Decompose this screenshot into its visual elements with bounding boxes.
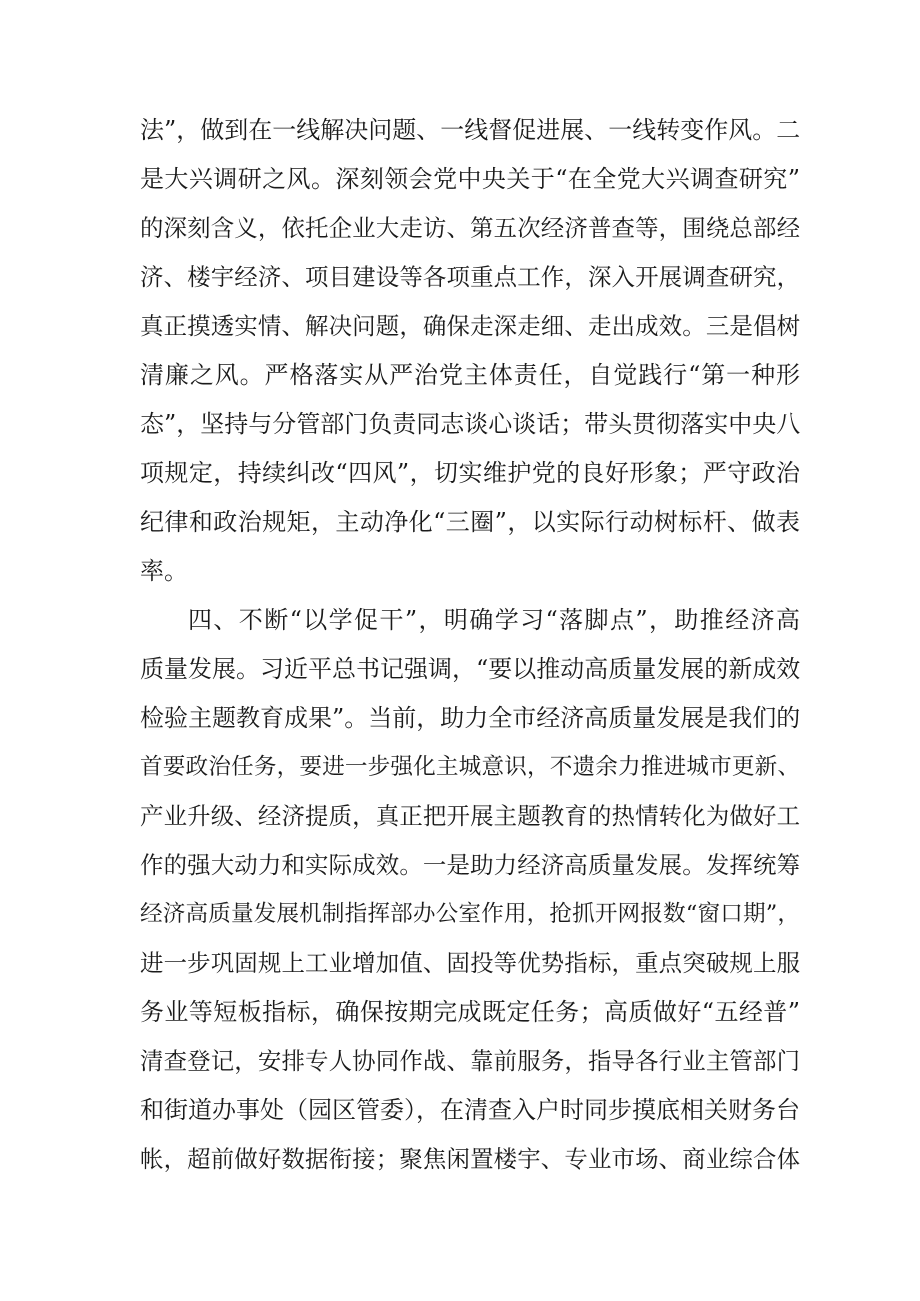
- text-line-12: 质量发展。习近平总书记强调，“要以推动高质量发展的新成效: [140, 655, 801, 683]
- text-line-19: 务业等短板指标，确保按期完成既定任务；高质做好“五经普”: [140, 998, 800, 1026]
- text-line-3: 的深刻含义，依托企业大走访、第五次经济普查等，围绕总部经: [140, 214, 800, 242]
- text-line-9: 纪律和政治规矩，主动净化“三圈”，以实际行动树标杆、做表: [140, 508, 800, 536]
- text-line-1: 法”，做到在一线解决问题、一线督促进展、一线转变作风。二: [140, 116, 801, 144]
- text-line-6: 清廉之风。严格落实从严治党主体责任，自觉践行“第一种形: [140, 361, 800, 389]
- text-line-7: 态”，坚持与分管部门负责同志谈心谈话；带头贯彻落实中央八: [140, 410, 801, 438]
- text-line-14: 首要政治任务，要进一步强化主城意识，不遗余力推进城市更新、: [140, 754, 800, 780]
- paragraph-heading-four: 四、不断“以学促干”，明确学习“落脚点”，助推经济高: [188, 606, 800, 634]
- text-line-2: 是大兴调研之风。深刻领会党中央关于“在全党大兴调查研究”: [140, 165, 800, 193]
- text-line-18: 进一步巩固规上工业增加值、固投等优势指标，重点突破规上服: [140, 949, 800, 977]
- text-line-10: 率。: [140, 557, 188, 585]
- text-line-4: 济、楼宇经济、项目建设等各项重点工作，深入开展调查研究，: [140, 263, 800, 291]
- text-line-13: 检验主题教育成果”。当前，助力全市经济高质量发展是我们的: [140, 704, 801, 732]
- text-line-8: 项规定，持续纠改“四风”，切实维护党的良好形象；严守政治: [140, 459, 800, 487]
- text-line-17: 经济高质量发展机制指挥部办公室作用，抢抓开网报数“窗口期”，: [140, 901, 800, 927]
- text-line-15: 产业升级、经济提质，真正把开展主题教育的热情转化为做好工: [140, 802, 800, 830]
- text-line-16: 作的强大动力和实际成效。一是助力经济高质量发展。发挥统筹: [140, 851, 800, 879]
- text-line-5: 真正摸透实情、解决问题，确保走深走细、走出成效。三是倡树: [140, 312, 800, 340]
- text-line-22: 帐，超前做好数据衔接；聚焦闲置楼宇、专业市场、商业综合体: [140, 1145, 800, 1173]
- text-line-20: 清查登记，安排专人协同作战、靠前服务，指导各行业主管部门: [140, 1047, 800, 1075]
- text-line-21: 和街道办事处（园区管委），在清查入户时同步摸底相关财务台: [140, 1096, 800, 1124]
